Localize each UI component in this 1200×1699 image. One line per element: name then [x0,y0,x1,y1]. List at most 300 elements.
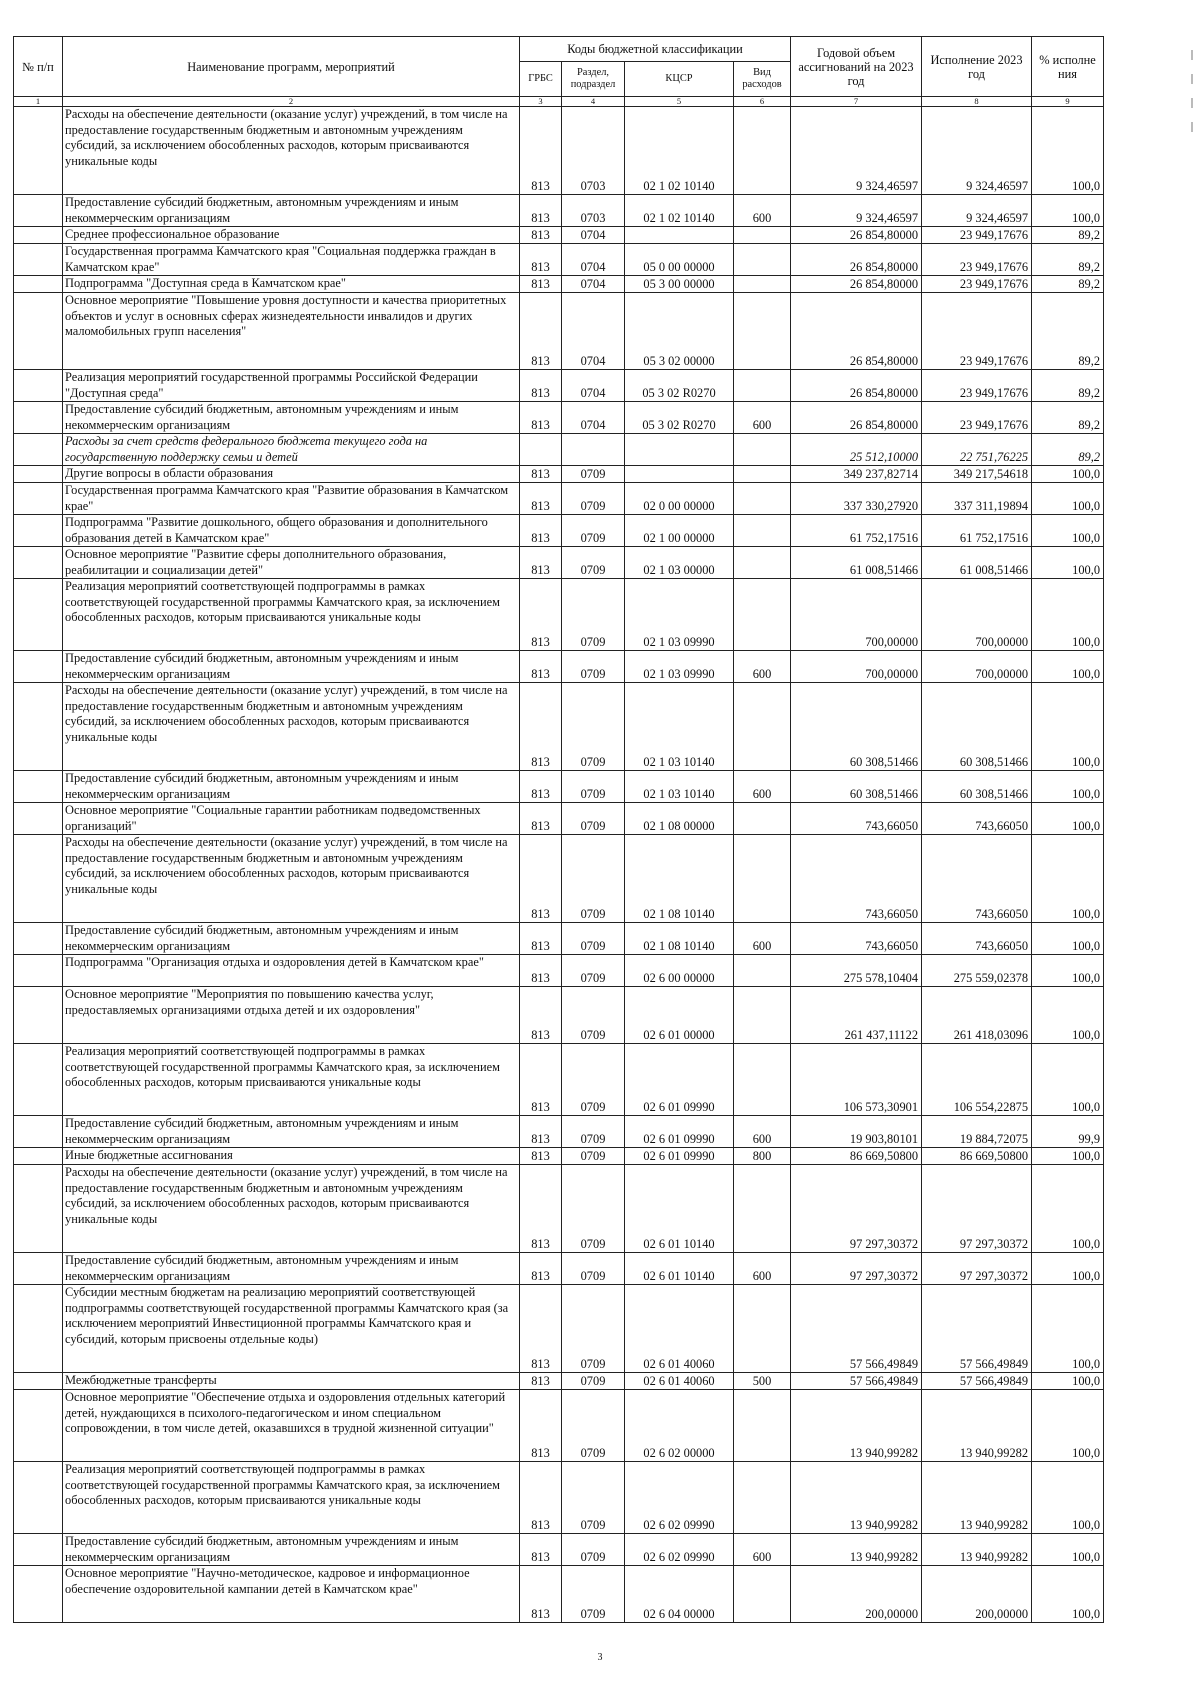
row-razdel-cell: 0709 [562,1390,625,1462]
row-plan-cell: 57 566,49849 [791,1285,922,1373]
row-number-cell [14,227,63,244]
row-razdel-cell: 0709 [562,547,625,579]
column-numbers-row [14,97,1104,107]
row-kcsr-cell: 02 1 03 10140 [625,771,734,803]
row-number-cell [14,987,63,1044]
row-razdel-cell: 0709 [562,1044,625,1116]
row-name-cell: Межбюджетные трансферты [63,1373,520,1390]
row-kcsr-cell: 02 6 04 00000 [625,1566,734,1623]
row-name-cell: Предоставление субсидий бюджетным, автономным учреждениям и иным некоммерческим организациям [63,195,520,227]
row-name-cell: Реализация мероприятий соответствующей подпрограммы в рамках соответствующей государственной программы Камчатского края, за исключением обособленных расходов, которым присваиваются уникальные коды [63,1462,520,1534]
row-vid-cell [734,244,791,276]
row-vid-cell [734,1165,791,1253]
row-pct-cell: 100,0 [1032,195,1104,227]
row-grbs-cell: 813 [520,1285,562,1373]
row-pct-cell: 89,2 [1032,227,1104,244]
row-number-cell [14,195,63,227]
row-fact-cell: 743,66050 [922,923,1032,955]
table-row [14,955,1104,987]
row-grbs-cell: 813 [520,244,562,276]
row-pct-cell: 100,0 [1032,1462,1104,1534]
row-name-cell: Расходы на обеспечение деятельности (оказание услуг) учреждений, в том числе на предоставление государственным бюджетным и автономным учреждениям субсидий, за исключением обособленных расходов, которым присваиваются уникальные коды [63,835,520,923]
col-fact-header: Исполнение 2023 год [922,37,1032,97]
table-row [14,1373,1104,1390]
row-vid-cell [734,227,791,244]
table-row [14,1116,1104,1148]
row-razdel-cell: 0709 [562,1566,625,1623]
table-row [14,651,1104,683]
row-pct-cell: 100,0 [1032,515,1104,547]
row-number-cell [14,1285,63,1373]
column-number: 1 [14,97,63,107]
table-row [14,244,1104,276]
row-number-cell [14,923,63,955]
row-plan-cell: 13 940,99282 [791,1462,922,1534]
row-number-cell [14,293,63,370]
table-row [14,1148,1104,1165]
row-number-cell [14,244,63,276]
table-row [14,1285,1104,1373]
row-kcsr-cell: 02 1 08 00000 [625,803,734,835]
page-number: 3 [597,1652,603,1663]
row-pct-cell: 89,2 [1032,402,1104,434]
row-number-cell [14,803,63,835]
row-fact-cell: 9 324,46597 [922,107,1032,195]
row-fact-cell: 60 308,51466 [922,771,1032,803]
row-fact-cell: 22 751,76225 [922,434,1032,466]
row-name-cell: Расходы на обеспечение деятельности (оказание услуг) учреждений, в том числе на предоставление государственным бюджетным и автономным учреждениям субсидий, за исключением обособленных расходов, которым присваиваются уникальные коды [63,1165,520,1253]
row-vid-cell: 600 [734,402,791,434]
row-pct-cell: 100,0 [1032,1534,1104,1566]
row-pct-cell: 100,0 [1032,107,1104,195]
table-row [14,771,1104,803]
row-grbs-cell: 813 [520,483,562,515]
row-pct-cell: 100,0 [1032,651,1104,683]
row-name-cell: Расходы на обеспечение деятельности (оказание услуг) учреждений, в том числе на предоставление государственным бюджетным и автономным учреждениям субсидий, за исключением обособленных расходов, которым присваиваются уникальные коды [63,107,520,195]
row-kcsr-cell [625,434,734,466]
row-vid-cell [734,515,791,547]
row-name-cell: Предоставление субсидий бюджетным, автономным учреждениям и иным некоммерческим организациям [63,1534,520,1566]
row-name-cell: Предоставление субсидий бюджетным, автономным учреждениям и иным некоммерческим организациям [63,1116,520,1148]
row-vid-cell [734,683,791,771]
row-pct-cell: 100,0 [1032,1566,1104,1623]
row-pct-cell: 100,0 [1032,1148,1104,1165]
row-number-cell [14,1390,63,1462]
row-name-cell: Расходы на обеспечение деятельности (оказание услуг) учреждений, в том числе на предоставление государственным бюджетным и автономным учреждениям субсидий, за исключением обособленных расходов, которым присваиваются уникальные коды [63,683,520,771]
row-fact-cell: 23 949,17676 [922,276,1032,293]
row-fact-cell: 57 566,49849 [922,1285,1032,1373]
row-razdel-cell [562,434,625,466]
column-number: 4 [562,97,625,107]
row-pct-cell: 100,0 [1032,1044,1104,1116]
row-plan-cell: 19 903,80101 [791,1116,922,1148]
row-grbs-cell: 813 [520,195,562,227]
col-razdel-header: Раздел, подраздел [562,62,625,97]
row-plan-cell: 57 566,49849 [791,1373,922,1390]
row-kcsr-cell: 02 6 01 00000 [625,987,734,1044]
col-num-header: № п/п [14,37,63,97]
row-razdel-cell: 0709 [562,651,625,683]
row-name-cell: Расходы за счет средств федерального бюджета текущего года на государственную поддержку семьи и детей [63,434,520,466]
row-plan-cell: 60 308,51466 [791,771,922,803]
row-plan-cell: 743,66050 [791,923,922,955]
row-vid-cell [734,1566,791,1623]
row-grbs-cell: 813 [520,370,562,402]
row-kcsr-cell: 05 3 02 R0270 [625,402,734,434]
row-vid-cell [734,107,791,195]
row-number-cell [14,1534,63,1566]
row-razdel-cell: 0709 [562,923,625,955]
row-grbs-cell: 813 [520,1253,562,1285]
row-pct-cell: 100,0 [1032,803,1104,835]
row-number-cell [14,1148,63,1165]
row-vid-cell [734,579,791,651]
row-name-cell: Государственная программа Камчатского края "Социальная поддержка граждан в Камчатском крае" [63,244,520,276]
col-pct-header: % исполне ния [1032,37,1104,97]
row-kcsr-cell [625,227,734,244]
row-grbs-cell: 813 [520,651,562,683]
row-grbs-cell: 813 [520,1462,562,1534]
row-pct-cell: 100,0 [1032,987,1104,1044]
row-vid-cell [734,835,791,923]
row-kcsr-cell [625,466,734,483]
row-name-cell: Предоставление субсидий бюджетным, автономным учреждениям и иным некоммерческим организациям [63,402,520,434]
col-vid-header: Вид расходов [734,62,791,97]
row-number-cell [14,434,63,466]
row-name-cell: Подпрограмма "Организация отдыха и оздоровления детей в Камчатском крае" [63,955,520,987]
row-grbs-cell: 813 [520,987,562,1044]
row-kcsr-cell: 05 3 02 00000 [625,293,734,370]
row-pct-cell: 100,0 [1032,579,1104,651]
row-name-cell: Среднее профессиональное образование [63,227,520,244]
row-grbs-cell: 813 [520,293,562,370]
row-pct-cell: 89,2 [1032,434,1104,466]
row-plan-cell: 275 578,10404 [791,955,922,987]
row-number-cell [14,107,63,195]
row-fact-cell: 97 297,30372 [922,1165,1032,1253]
row-kcsr-cell: 02 1 08 10140 [625,923,734,955]
row-fact-cell: 23 949,17676 [922,244,1032,276]
row-razdel-cell: 0709 [562,835,625,923]
row-plan-cell: 86 669,50800 [791,1148,922,1165]
row-kcsr-cell: 02 6 01 09990 [625,1044,734,1116]
row-plan-cell: 26 854,80000 [791,244,922,276]
row-vid-cell [734,1285,791,1373]
table-row [14,434,1104,466]
row-number-cell [14,547,63,579]
row-plan-cell: 26 854,80000 [791,293,922,370]
row-number-cell [14,835,63,923]
row-vid-cell [734,1390,791,1462]
row-razdel-cell: 0709 [562,1253,625,1285]
row-kcsr-cell: 05 0 00 00000 [625,244,734,276]
row-vid-cell [734,1462,791,1534]
column-number: 6 [734,97,791,107]
table-row [14,1390,1104,1462]
col-grbs-header: ГРБС [520,62,562,97]
row-name-cell: Основное мероприятие "Научно-методическое, кадровое и информационное обеспечение оздоровительной кампании детей в Камчатском крае" [63,1566,520,1623]
row-grbs-cell: 813 [520,1148,562,1165]
row-grbs-cell: 813 [520,402,562,434]
row-pct-cell: 100,0 [1032,683,1104,771]
row-number-cell [14,466,63,483]
row-razdel-cell: 0709 [562,579,625,651]
table-row [14,293,1104,370]
row-grbs-cell [520,434,562,466]
row-name-cell: Подпрограмма "Доступная среда в Камчатском крае" [63,276,520,293]
row-kcsr-cell: 02 1 03 10140 [625,683,734,771]
row-number-cell [14,651,63,683]
row-plan-cell: 261 437,11122 [791,987,922,1044]
row-fact-cell: 60 308,51466 [922,683,1032,771]
row-vid-cell: 600 [734,651,791,683]
row-plan-cell: 60 308,51466 [791,683,922,771]
row-pct-cell: 100,0 [1032,483,1104,515]
row-pct-cell: 89,2 [1032,293,1104,370]
row-name-cell: Предоставление субсидий бюджетным, автономным учреждениям и иным некоммерческим организациям [63,651,520,683]
row-vid-cell [734,955,791,987]
row-fact-cell: 275 559,02378 [922,955,1032,987]
row-plan-cell: 61 752,17516 [791,515,922,547]
budget-table [13,36,1104,1623]
row-name-cell: Основное мероприятие "Повышение уровня доступности и качества приоритетных объектов и услуг в основных сферах жизнедеятельности инвалидов и других маломобильных групп населения" [63,293,520,370]
row-name-cell: Государственная программа Камчатского края "Развитие образования в Камчатском крае" [63,483,520,515]
row-vid-cell: 500 [734,1373,791,1390]
table-row [14,803,1104,835]
row-kcsr-cell: 05 3 02 R0270 [625,370,734,402]
row-kcsr-cell: 02 1 03 00000 [625,547,734,579]
table-row [14,370,1104,402]
row-grbs-cell: 813 [520,683,562,771]
row-razdel-cell: 0709 [562,515,625,547]
row-kcsr-cell: 02 1 03 09990 [625,651,734,683]
row-razdel-cell: 0704 [562,276,625,293]
row-vid-cell [734,370,791,402]
row-fact-cell: 106 554,22875 [922,1044,1032,1116]
table-row [14,835,1104,923]
row-pct-cell: 100,0 [1032,1285,1104,1373]
row-vid-cell: 600 [734,195,791,227]
row-plan-cell: 106 573,30901 [791,1044,922,1116]
row-name-cell: Подпрограмма "Развитие дошкольного, общего образования и дополнительного образования детей в Камчатском крае" [63,515,520,547]
row-plan-cell: 61 008,51466 [791,547,922,579]
row-vid-cell: 800 [734,1148,791,1165]
row-fact-cell: 743,66050 [922,835,1032,923]
table-row [14,547,1104,579]
row-plan-cell: 200,00000 [791,1566,922,1623]
row-number-cell [14,370,63,402]
row-fact-cell: 13 940,99282 [922,1462,1032,1534]
row-name-cell: Основное мероприятие "Мероприятия по повышению качества услуг, предоставляемых организациями отдыха детей и их оздоровления" [63,987,520,1044]
col-kcsr-header: КЦСР [625,62,734,97]
row-pct-cell: 100,0 [1032,955,1104,987]
table-row [14,195,1104,227]
row-fact-cell: 23 949,17676 [922,402,1032,434]
row-vid-cell [734,276,791,293]
table-row [14,683,1104,771]
row-razdel-cell: 0709 [562,987,625,1044]
row-fact-cell: 23 949,17676 [922,227,1032,244]
row-number-cell [14,1566,63,1623]
col-codes-header: Коды бюджетной классификации [520,37,791,62]
table-row [14,515,1104,547]
row-razdel-cell: 0704 [562,244,625,276]
table-row [14,107,1104,195]
table-row [14,483,1104,515]
row-kcsr-cell: 02 1 02 10140 [625,107,734,195]
row-number-cell [14,1253,63,1285]
row-grbs-cell: 813 [520,276,562,293]
row-name-cell: Другие вопросы в области образования [63,466,520,483]
row-fact-cell: 13 940,99282 [922,1390,1032,1462]
row-fact-cell: 261 418,03096 [922,987,1032,1044]
row-fact-cell: 19 884,72075 [922,1116,1032,1148]
row-fact-cell: 700,00000 [922,579,1032,651]
row-kcsr-cell: 02 1 08 10140 [625,835,734,923]
row-number-cell [14,955,63,987]
row-vid-cell [734,987,791,1044]
row-razdel-cell: 0709 [562,771,625,803]
row-fact-cell: 86 669,50800 [922,1148,1032,1165]
row-number-cell [14,1044,63,1116]
row-fact-cell: 23 949,17676 [922,293,1032,370]
table-row [14,1253,1104,1285]
row-vid-cell [734,803,791,835]
row-plan-cell: 26 854,80000 [791,402,922,434]
row-plan-cell: 700,00000 [791,651,922,683]
row-kcsr-cell: 02 6 02 09990 [625,1534,734,1566]
row-plan-cell: 743,66050 [791,803,922,835]
row-number-cell [14,579,63,651]
row-razdel-cell: 0703 [562,195,625,227]
row-grbs-cell: 813 [520,1373,562,1390]
table-row [14,1566,1104,1623]
row-fact-cell: 200,00000 [922,1566,1032,1623]
row-plan-cell: 337 330,27920 [791,483,922,515]
column-number: 2 [63,97,520,107]
row-grbs-cell: 813 [520,107,562,195]
row-vid-cell [734,466,791,483]
row-plan-cell: 26 854,80000 [791,276,922,293]
row-grbs-cell: 813 [520,1116,562,1148]
row-name-cell: Основное мероприятие "Обеспечение отдыха и оздоровления отдельных категорий детей, нуждающихся в психолого-педагогическом и ином специальном сопровождении, в том числе детей, оказавшихся в трудной жизненной ситуации" [63,1390,520,1462]
row-grbs-cell: 813 [520,1165,562,1253]
row-vid-cell [734,293,791,370]
row-vid-cell [734,547,791,579]
row-fact-cell: 23 949,17676 [922,370,1032,402]
row-pct-cell: 100,0 [1032,1390,1104,1462]
row-number-cell [14,771,63,803]
row-grbs-cell: 813 [520,803,562,835]
row-pct-cell: 89,2 [1032,370,1104,402]
row-pct-cell: 100,0 [1032,1253,1104,1285]
row-grbs-cell: 813 [520,515,562,547]
row-kcsr-cell: 02 1 02 10140 [625,195,734,227]
row-razdel-cell: 0709 [562,683,625,771]
table-row [14,276,1104,293]
row-kcsr-cell: 02 0 00 00000 [625,483,734,515]
row-vid-cell [734,483,791,515]
row-fact-cell: 13 940,99282 [922,1534,1032,1566]
table-row [14,1462,1104,1534]
row-fact-cell: 57 566,49849 [922,1373,1032,1390]
row-razdel-cell: 0704 [562,227,625,244]
row-number-cell [14,515,63,547]
table-row [14,923,1104,955]
row-name-cell: Реализация мероприятий государственной программы Российской Федерации "Доступная среда" [63,370,520,402]
row-kcsr-cell: 02 1 00 00000 [625,515,734,547]
row-razdel-cell: 0709 [562,1116,625,1148]
row-kcsr-cell: 02 6 02 09990 [625,1462,734,1534]
row-number-cell [14,683,63,771]
row-kcsr-cell: 05 3 00 00000 [625,276,734,293]
row-razdel-cell: 0709 [562,1285,625,1373]
row-number-cell [14,1373,63,1390]
row-kcsr-cell: 02 6 01 40060 [625,1373,734,1390]
row-fact-cell: 700,00000 [922,651,1032,683]
row-pct-cell: 100,0 [1032,1373,1104,1390]
row-name-cell: Основное мероприятие "Развитие сферы дополнительного образования, реабилитации и социализации детей" [63,547,520,579]
row-razdel-cell: 0704 [562,293,625,370]
row-plan-cell: 700,00000 [791,579,922,651]
row-razdel-cell: 0709 [562,1534,625,1566]
col-name-header: Наименование программ, мероприятий [63,37,520,97]
row-grbs-cell: 813 [520,835,562,923]
row-plan-cell: 97 297,30372 [791,1253,922,1285]
row-razdel-cell: 0709 [562,1148,625,1165]
row-plan-cell: 349 237,82714 [791,466,922,483]
row-pct-cell: 100,0 [1032,1165,1104,1253]
row-pct-cell: 100,0 [1032,547,1104,579]
table-row [14,579,1104,651]
column-number: 9 [1032,97,1104,107]
row-plan-cell: 26 854,80000 [791,370,922,402]
row-kcsr-cell: 02 6 01 10140 [625,1253,734,1285]
row-name-cell: Предоставление субсидий бюджетным, автономным учреждениям и иным некоммерческим организациям [63,1253,520,1285]
row-number-cell [14,402,63,434]
row-plan-cell: 97 297,30372 [791,1165,922,1253]
row-vid-cell: 600 [734,923,791,955]
row-razdel-cell: 0704 [562,402,625,434]
row-grbs-cell: 813 [520,466,562,483]
row-pct-cell: 99,9 [1032,1116,1104,1148]
row-grbs-cell: 813 [520,955,562,987]
table-row [14,1165,1104,1253]
row-kcsr-cell: 02 6 02 00000 [625,1390,734,1462]
row-vid-cell: 600 [734,1534,791,1566]
row-pct-cell: 100,0 [1032,835,1104,923]
table-row [14,402,1104,434]
row-kcsr-cell: 02 6 01 10140 [625,1165,734,1253]
row-pct-cell: 100,0 [1032,923,1104,955]
row-razdel-cell: 0709 [562,803,625,835]
row-name-cell: Субсидии местным бюджетам на реализацию мероприятий соответствующей подпрограммы соответствующей государственной программы Камчатского края (за исключением мероприятий Инвестиционной программы Камчатского края и субсидий, которым присвоены отдельные коды) [63,1285,520,1373]
row-kcsr-cell: 02 6 01 40060 [625,1285,734,1373]
row-fact-cell: 61 752,17516 [922,515,1032,547]
row-name-cell: Предоставление субсидий бюджетным, автономным учреждениям и иным некоммерческим организациям [63,923,520,955]
scan-edge-marks [1188,36,1196,236]
row-name-cell: Реализация мероприятий соответствующей подпрограммы в рамках соответствующей государственной программы Камчатского края, за исключением обособленных расходов, которым присваиваются уникальные коды [63,1044,520,1116]
row-pct-cell: 100,0 [1032,771,1104,803]
row-vid-cell: 600 [734,1253,791,1285]
row-grbs-cell: 813 [520,1390,562,1462]
table-row [14,987,1104,1044]
row-pct-cell: 89,2 [1032,276,1104,293]
row-razdel-cell: 0709 [562,1165,625,1253]
row-grbs-cell: 813 [520,771,562,803]
row-razdel-cell: 0704 [562,370,625,402]
row-kcsr-cell: 02 6 01 09990 [625,1148,734,1165]
